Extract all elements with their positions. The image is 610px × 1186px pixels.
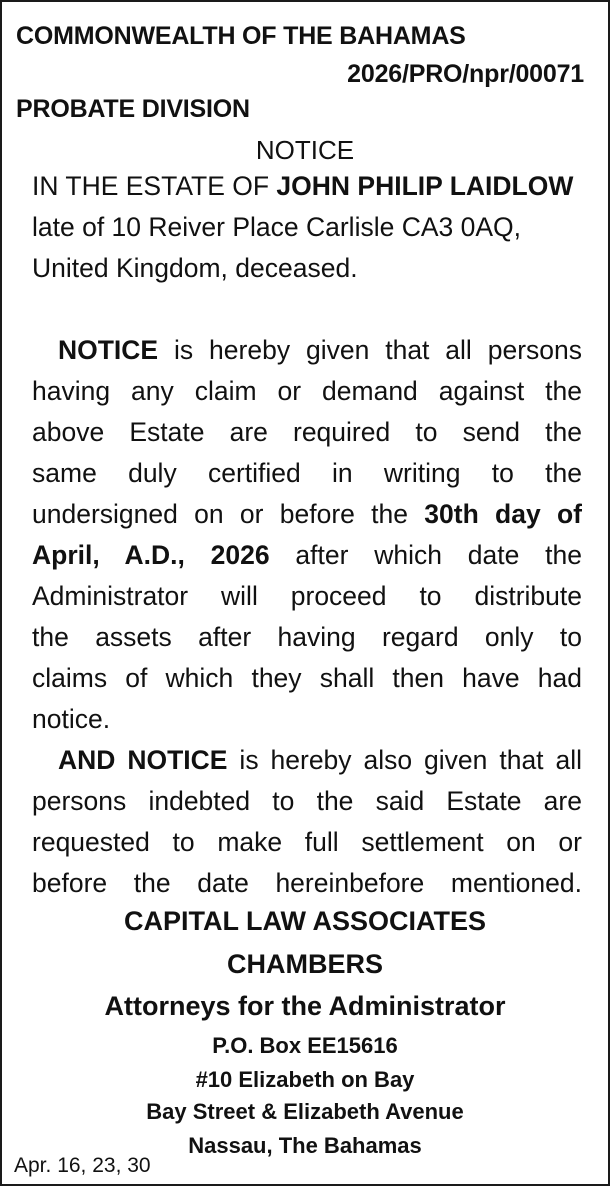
p2-line-4: before the date hereinbefore mentioned. [32, 868, 582, 898]
p1-line-9: claims of which they shall then have had [32, 663, 582, 693]
p1-line-4: same duly certified in writing to the [32, 458, 582, 488]
notice-paragraph-2 [32, 740, 582, 904]
p1-line-8: the assets after having regard only to [32, 622, 582, 652]
firm-name-line1: CAPITAL LAW ASSOCIATES [123, 906, 486, 936]
publication-dates: Apr. 16, 23, 30 [14, 1154, 151, 1177]
notice-paragraph-1 [32, 330, 582, 740]
estate-address-line1: late of 10 Reiver Place Carlisle CA3 0AQ, [32, 212, 521, 242]
notice-keyword: NOTICE [58, 335, 159, 365]
address-street: #10 Elizabeth on Bay [195, 1067, 415, 1092]
country-heading: COMMONWEALTH OF THE BAHAMAS [16, 22, 466, 50]
notice-title: NOTICE [255, 135, 355, 165]
estate-address-line2: United Kingdom, deceased. [32, 253, 358, 283]
deadline-day: 30th day of [424, 499, 583, 529]
p1-line-1: NOTICE is hereby given that all persons [58, 335, 582, 365]
deadline-date: April, A.D., 2026 [32, 540, 270, 570]
division-heading: PROBATE DIVISION [16, 95, 250, 123]
p2-line-2: persons indebted to the said Estate are [32, 786, 582, 816]
p1-line-5: undersigned on or before the 30th day of [32, 499, 583, 529]
decedent-name: JOHN PHILIP LAIDLOW [276, 171, 574, 201]
p1-line-3: above Estate are required to send the [32, 417, 582, 447]
address-city: Nassau, The Bahamas [188, 1133, 422, 1158]
and-notice-keyword: AND NOTICE [58, 745, 228, 775]
firm-name-line2: CHAMBERS [226, 949, 383, 979]
p2-line-1: AND NOTICE is hereby also given that all [58, 745, 582, 775]
p1-line-10: notice. [32, 704, 111, 734]
attorney-role: Attorneys for the Administrator [104, 991, 506, 1021]
p1-line-2: having any claim or demand against the [32, 376, 582, 406]
p1-line-7: Administrator will proceed to distribute [32, 581, 582, 611]
estate-block [32, 166, 582, 289]
estate-line [32, 166, 582, 207]
p2-line-3: requested to make full settlement on or [32, 827, 582, 857]
estate-prefix: IN THE ESTATE OF [32, 171, 277, 201]
p1-line-6: April, A.D., 2026 after which date the [32, 540, 582, 570]
address-cross-streets: Bay Street & Elizabeth Avenue [146, 1099, 464, 1124]
case-number: 2026/PRO/npr/00071 [347, 60, 584, 88]
address-po-box: P.O. Box EE15616 [212, 1033, 398, 1058]
